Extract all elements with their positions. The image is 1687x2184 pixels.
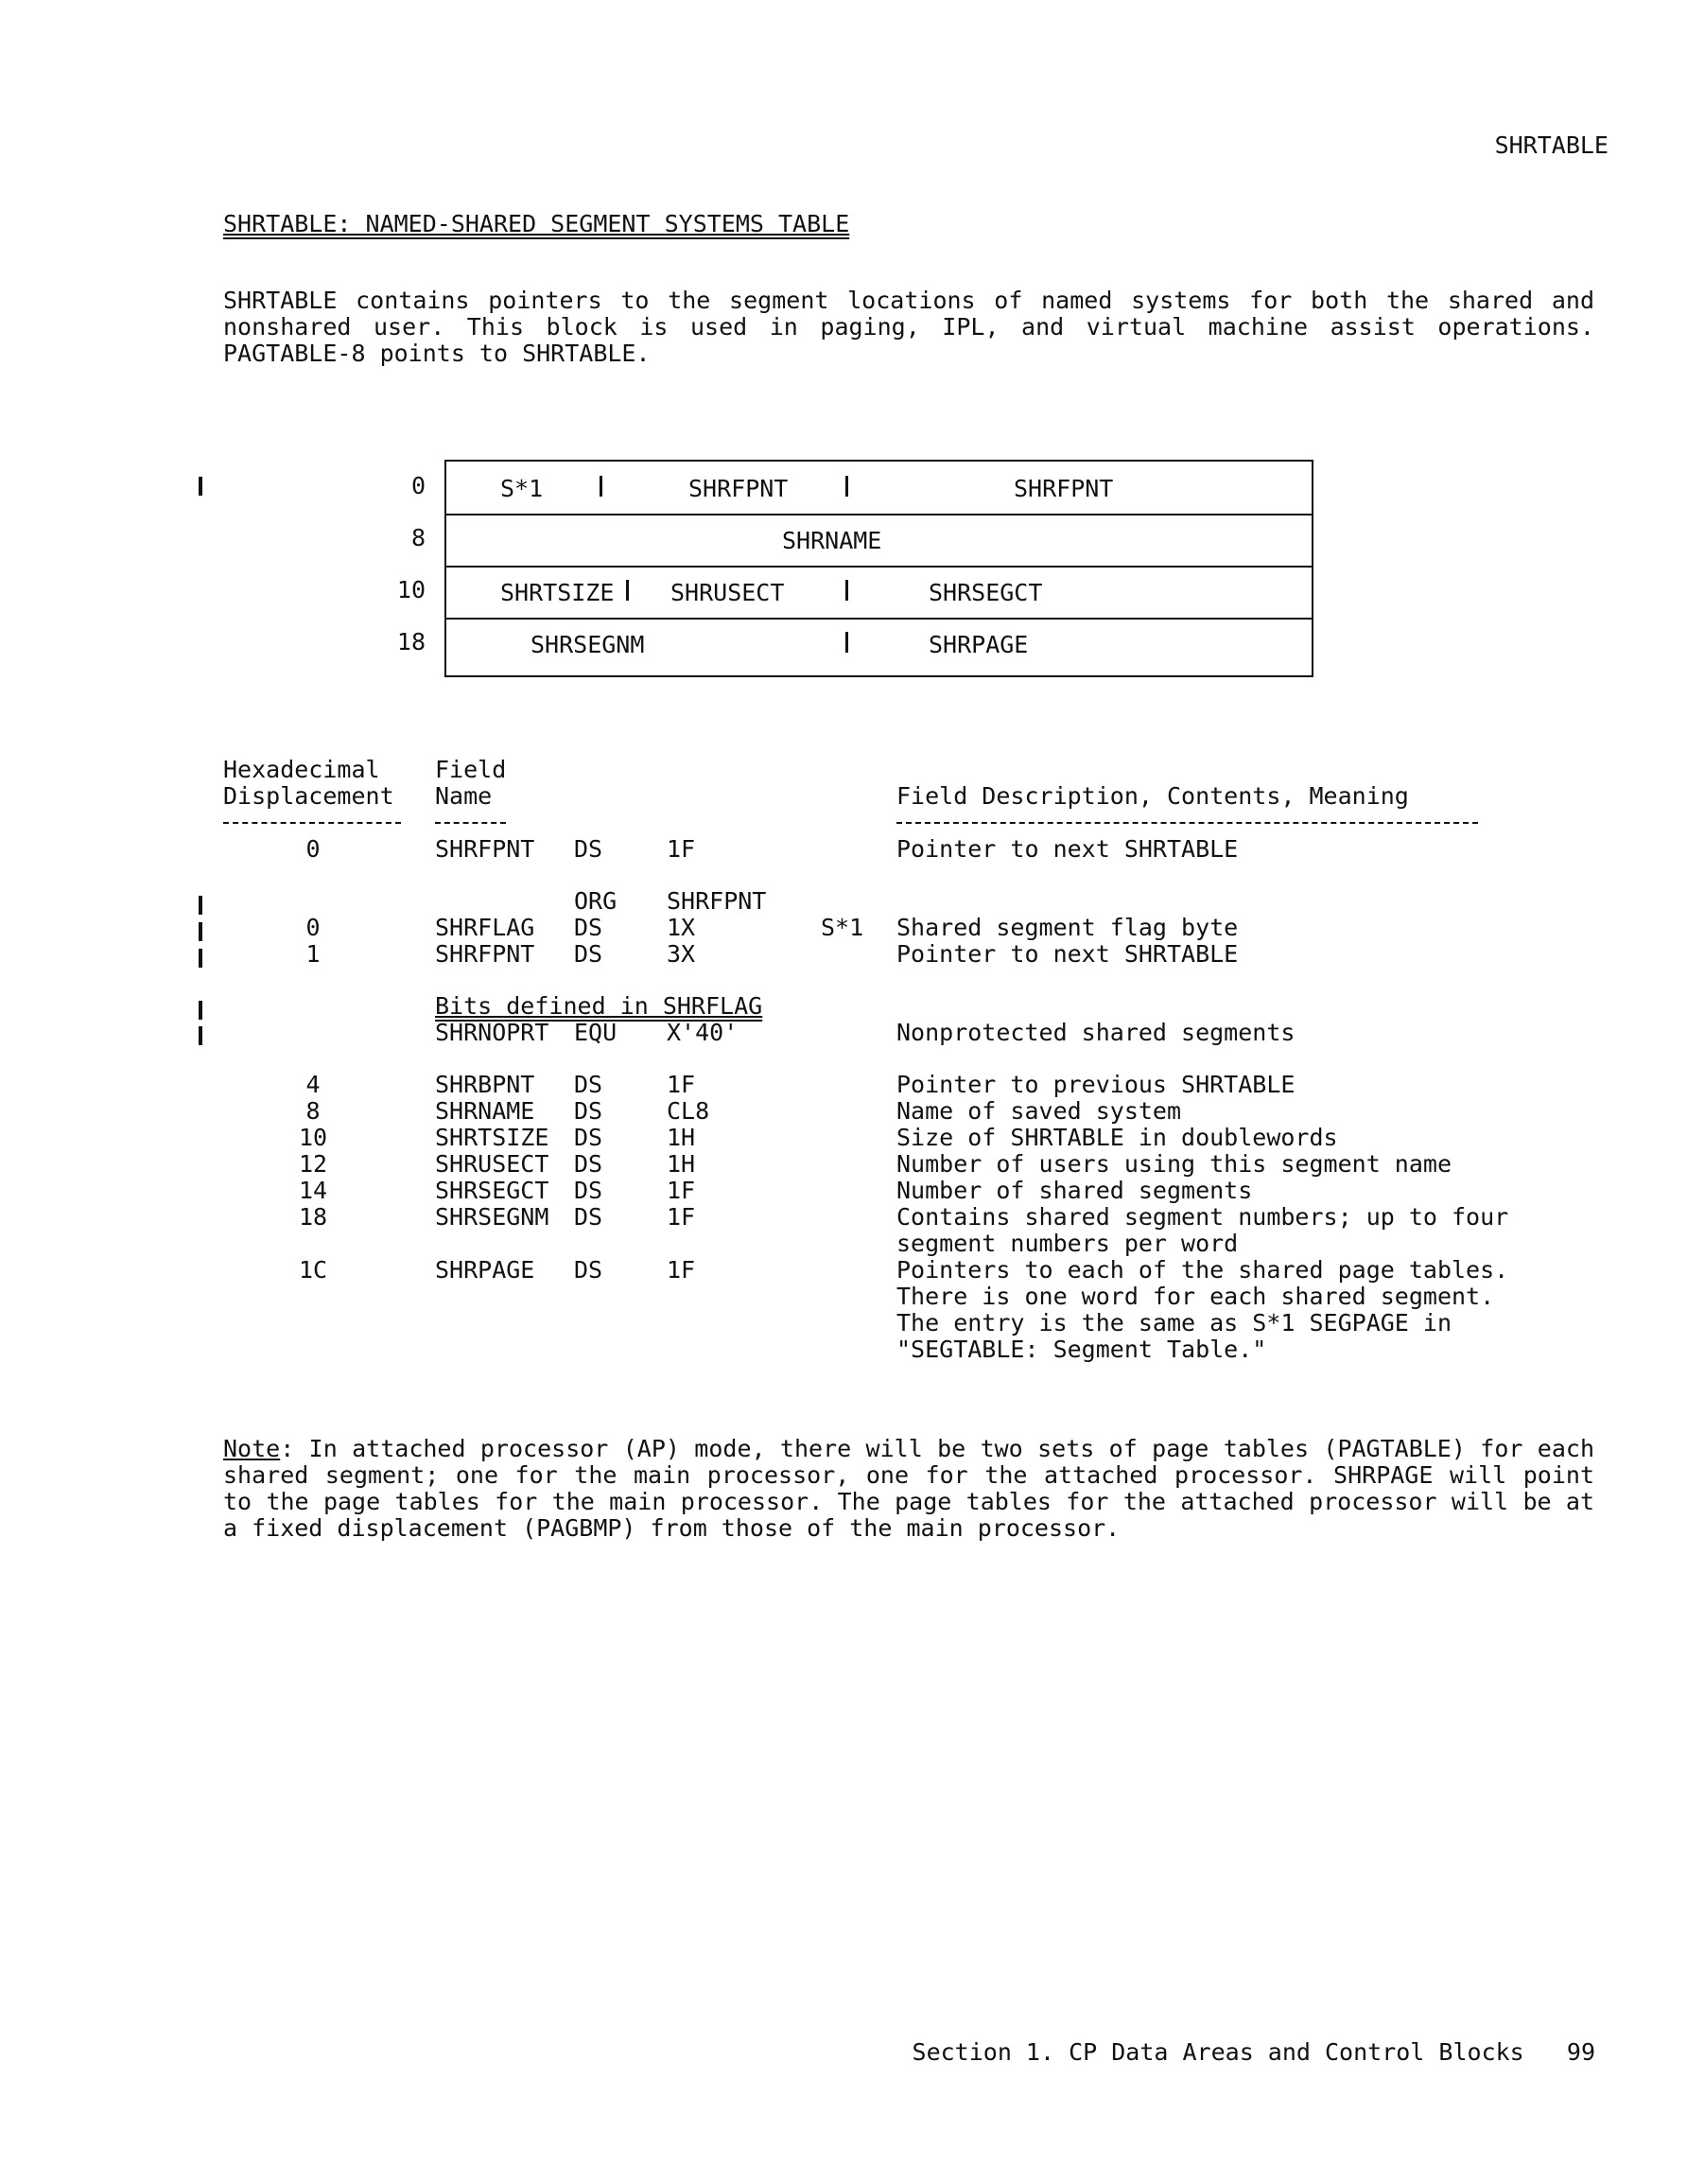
table-row	[0, 1020, 1687, 1046]
diagram-cell: SHRSEGNM	[530, 631, 645, 658]
diagram-cell: S*1	[500, 475, 544, 502]
cell-type: DS	[574, 1097, 603, 1125]
cell-field-name: SHRSEGCT	[435, 1177, 549, 1204]
note-label: Note	[223, 1435, 281, 1462]
cell-length: SHRFPNT	[667, 887, 767, 915]
cell-length: 1F	[667, 835, 696, 863]
cell-displacement: 12	[298, 1150, 328, 1178]
table-row	[0, 1178, 1687, 1204]
cell-type: DS	[574, 1177, 603, 1204]
cell-description: "SEGTABLE: Segment Table."	[896, 1336, 1267, 1363]
diagram-offset: 0	[410, 472, 426, 499]
diagram-cell: SHRPAGE	[929, 631, 1029, 658]
cell-field-name: SHRBPNT	[435, 1071, 535, 1098]
cell-displacement: 8	[305, 1097, 321, 1125]
table-row	[0, 1072, 1687, 1098]
diagram-cell: SHRSEGCT	[929, 579, 1043, 606]
header-rule	[896, 822, 1478, 826]
cell-description: There is one word for each shared segment.	[896, 1283, 1495, 1310]
diagram-divider	[845, 476, 848, 497]
header-rule	[435, 822, 506, 826]
page-footer	[913, 2039, 1595, 2066]
cell-displacement: 10	[298, 1124, 328, 1151]
diagram-divider	[845, 580, 848, 601]
cell-description: Nonprotected shared segments	[896, 1019, 1296, 1046]
table-row	[0, 915, 1687, 941]
diagram-divider	[600, 476, 602, 497]
cell-type: DS	[574, 1071, 603, 1098]
cell-description: Shared segment flag byte	[896, 914, 1239, 941]
intro-paragraph: SHRTABLE contains pointers to the segment locations of named systems for both the shared and nonshared user. This block is used in paging, IPL, and virtual machine assist operations. PAGTABLE-8 points to SHRTABLE.	[223, 287, 1594, 367]
header-displacement-line1: Hexadecimal	[223, 756, 380, 783]
table-row-continuation	[0, 1231, 1687, 1257]
cell-length: 1F	[667, 1203, 696, 1231]
cell-type: DS	[574, 940, 603, 968]
cell-description: Pointer to next SHRTABLE	[896, 835, 1239, 863]
table-row	[0, 1257, 1687, 1284]
diagram-cell: SHRFPNT	[1014, 475, 1114, 502]
cell-description: Number of users using this segment name	[896, 1150, 1452, 1178]
table-row	[0, 836, 1687, 863]
cell-length: 1F	[667, 1177, 696, 1204]
header-description: Field Description, Contents, Meaning	[896, 782, 1409, 810]
cell-type: ORG	[574, 887, 617, 915]
page-number: 99	[1566, 2038, 1595, 2066]
cell-description: segment numbers per word	[896, 1230, 1239, 1257]
table-row	[0, 1204, 1687, 1231]
table-row-continuation	[0, 1310, 1687, 1337]
cell-type: DS	[574, 1203, 603, 1231]
diagram-cell: SHRFPNT	[688, 475, 789, 502]
diagram-offset: 8	[410, 524, 426, 551]
cell-type: DS	[574, 835, 603, 863]
diagram-divider	[845, 632, 848, 653]
table-row	[0, 888, 1687, 915]
table-row-continuation	[0, 1337, 1687, 1363]
cell-field-name: SHRFLAG	[435, 914, 535, 941]
bits-heading-row	[0, 993, 1687, 1020]
cell-displacement: 14	[298, 1177, 328, 1204]
cell-length: 1F	[667, 1071, 696, 1098]
table-row	[0, 1098, 1687, 1125]
cell-displacement: 1	[305, 940, 321, 968]
note-text: : In attached processor (AP) mode, there will be two sets of page tables (PAGTABLE) for each shared segment; one for the main processor, one for the attached processor. SHRPAGE will point to the page tables for the main processor. The page tables for the attached processor will be at a fixed displacement (PAGBMP) from those of the main processor.	[223, 1435, 1594, 1542]
change-bar	[199, 477, 202, 496]
cell-length: CL8	[667, 1097, 710, 1125]
cell-field-name: SHRNAME	[435, 1097, 535, 1125]
cell-field-name: SHRTSIZE	[435, 1124, 549, 1151]
diagram-row	[446, 462, 1312, 515]
cell-length: X'40'	[667, 1019, 739, 1046]
cell-description: The entry is the same as S*1 SEGPAGE in	[896, 1309, 1452, 1337]
table-row-continuation	[0, 1284, 1687, 1310]
cell-type: DS	[574, 914, 603, 941]
table-row	[0, 941, 1687, 968]
running-head: SHRTABLE	[1494, 131, 1609, 159]
cell-length: 1X	[667, 914, 696, 941]
cell-description: Contains shared segment numbers; up to four	[896, 1203, 1509, 1231]
cell-length: 1H	[667, 1150, 696, 1178]
cell-displacement: 4	[305, 1071, 321, 1098]
header-field-line1: Field	[435, 756, 507, 783]
cell-description: Pointer to previous SHRTABLE	[896, 1071, 1296, 1098]
cell-description: Name of saved system	[896, 1097, 1182, 1125]
cell-field-name: SHRSEGNM	[435, 1203, 549, 1231]
cell-description: Size of SHRTABLE in doublewords	[896, 1124, 1338, 1151]
diagram-offset: 10	[396, 576, 426, 603]
cell-note: S*1	[821, 914, 864, 941]
diagram-row	[446, 514, 1312, 568]
diagram-divider	[626, 580, 629, 601]
cell-length: 1F	[667, 1256, 696, 1284]
cell-type: DS	[574, 1150, 603, 1178]
cell-type: DS	[574, 1124, 603, 1151]
cell-field-name: SHRFPNT	[435, 940, 535, 968]
header-field-line2: Name	[435, 782, 493, 810]
footer-section: Section 1. CP Data Areas and Control Blocks	[912, 2038, 1524, 2066]
cell-length: 3X	[667, 940, 696, 968]
page-title: SHRTABLE: NAMED-SHARED SEGMENT SYSTEMS TABLE	[223, 210, 850, 237]
cell-field-name: SHRFPNT	[435, 835, 535, 863]
diagram-row	[446, 618, 1312, 670]
cell-displacement: 18	[298, 1203, 328, 1231]
diagram-cell: SHRUSECT	[670, 579, 785, 606]
diagram-offset: 18	[396, 628, 426, 655]
cell-type: EQU	[574, 1019, 617, 1046]
note-paragraph	[223, 1436, 1594, 1542]
diagram-cell: SHRTSIZE	[500, 579, 615, 606]
bits-heading: Bits defined in SHRFLAG	[435, 992, 763, 1020]
cell-type: DS	[574, 1256, 603, 1284]
cell-length: 1H	[667, 1124, 696, 1151]
cell-field-name: SHRUSECT	[435, 1150, 549, 1178]
cell-field-name: SHRPAGE	[435, 1256, 535, 1284]
block-layout-diagram	[444, 460, 1313, 677]
cell-displacement: 0	[305, 835, 321, 863]
cell-field-name: SHRNOPRT	[435, 1019, 549, 1046]
cell-displacement: 0	[305, 914, 321, 941]
cell-displacement: 1C	[298, 1256, 328, 1284]
cell-description: Number of shared segments	[896, 1177, 1253, 1204]
table-row	[0, 1125, 1687, 1151]
table-row	[0, 1151, 1687, 1178]
header-displacement-line2: Displacement	[223, 782, 394, 810]
cell-description: Pointer to next SHRTABLE	[896, 940, 1239, 968]
diagram-row	[446, 566, 1312, 620]
cell-description: Pointers to each of the shared page tables.	[896, 1256, 1509, 1284]
diagram-cell: SHRNAME	[782, 527, 882, 554]
header-rule	[223, 822, 401, 826]
